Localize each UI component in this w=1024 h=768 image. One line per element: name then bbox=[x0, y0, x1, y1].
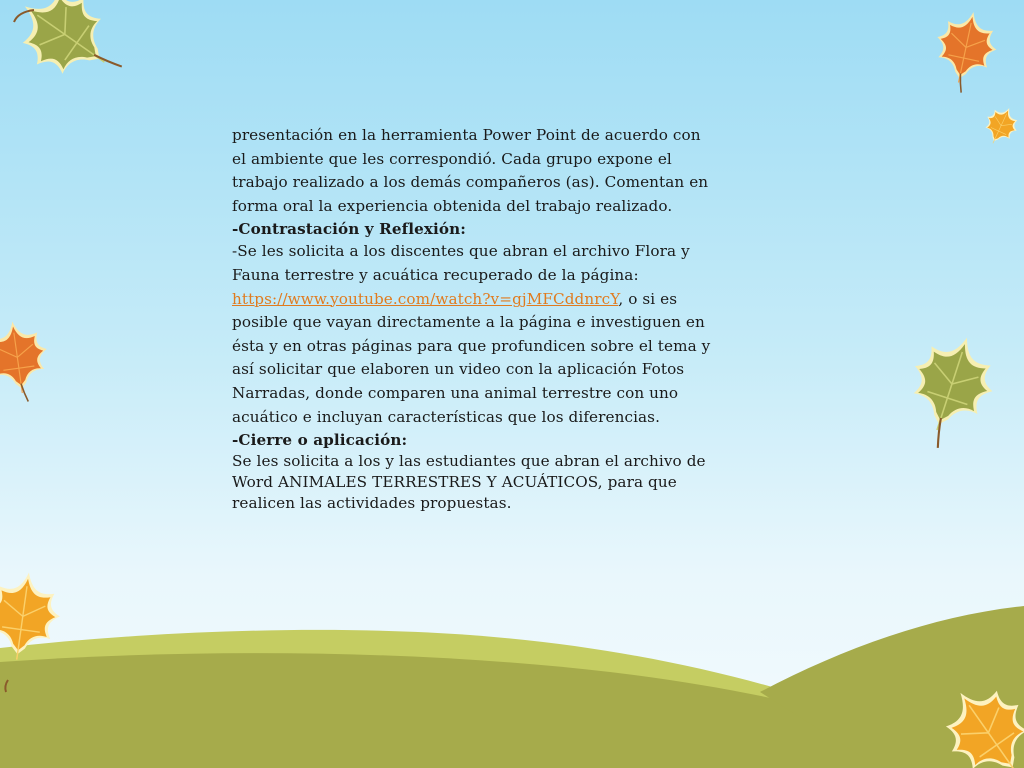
leaf-icon bbox=[2, 0, 142, 105]
heading-cierre bbox=[232, 429, 712, 451]
youtube-link[interactable]: https://www.youtube.com/watch?v=gjMFCddnrcY bbox=[232, 289, 619, 308]
leaf-icon bbox=[0, 317, 54, 406]
intro-paragraph: presentación en la herramienta Power Point de acuerdo con el ambiente que les correspondió. Cada grupo expone el trabajo realizado a los demás compañeros (as). Comentan en forma oral la experiencia obtenida del trabajo realizado. bbox=[232, 126, 709, 215]
contrast-text: -Se les solicita a los discentes que abran el archivo Flora y Fauna terrestre y acuática recuperado de la página: bbox=[232, 242, 690, 284]
leaf-icon bbox=[978, 101, 1024, 150]
heading-text: Cierre o aplicación: bbox=[238, 431, 408, 450]
heading-text: Contrastación y Reflexión: bbox=[238, 220, 466, 239]
slide-text-box bbox=[232, 124, 712, 514]
heading-contrastacion bbox=[232, 218, 712, 240]
after-link-text: , o si es posible que vayan directamente a la página e investiguen en ésta y en otras páginas para que profundicen sobre el tema y así solicitar que elaboren un video con la aplicación Fotos Narradas, donde comparen una animal terrestre con uno acuático e incluyan características que los diferencias. bbox=[232, 289, 711, 426]
leaf-icon bbox=[927, 6, 1003, 98]
close-paragraph: Se les solicita a los y las estudiantes que abran el archivo de Word ANIMALES TERRESTRES Y ACUÁTICOS, para que realicen las actividades propuestas. bbox=[232, 452, 706, 512]
heading-prefix: - bbox=[232, 431, 239, 450]
leaf-icon bbox=[893, 325, 1006, 458]
contrast-paragraph bbox=[232, 240, 712, 429]
heading-prefix: - bbox=[232, 220, 239, 239]
